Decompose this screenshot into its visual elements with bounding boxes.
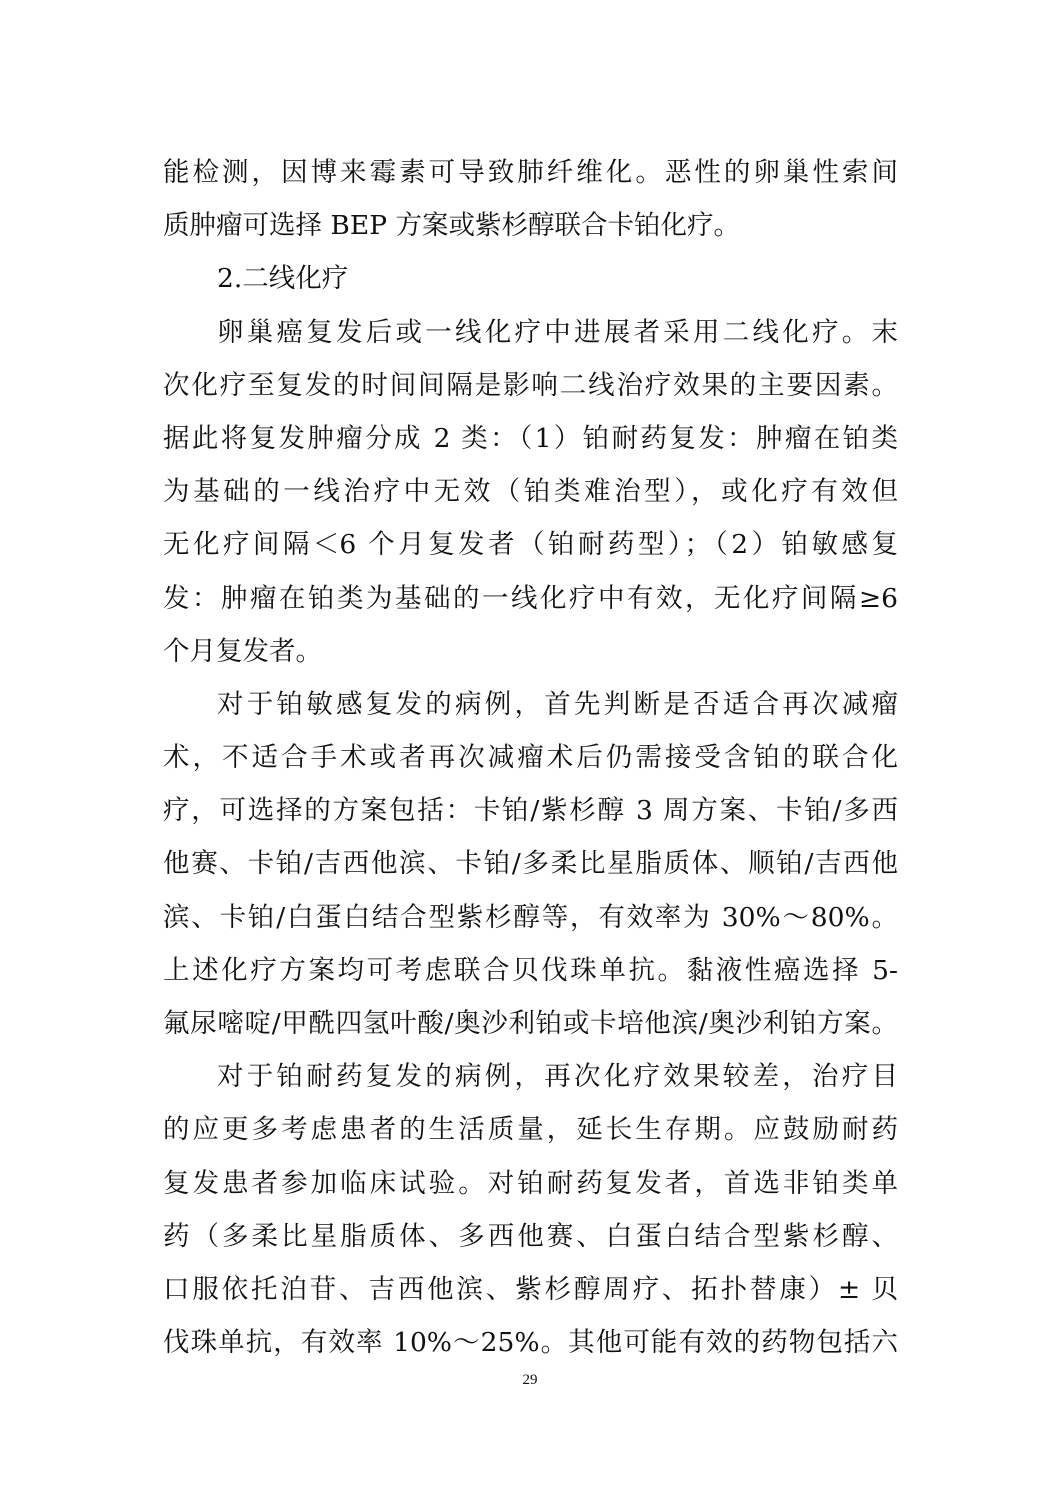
text-line: 卵巢癌复发后或一线化疗中进展者采用二线化疗。末 bbox=[217, 316, 898, 348]
text-line: 据此将复发肿瘤分成 2 类：（1）铂耐药复发：肿瘤在铂类 bbox=[163, 422, 898, 454]
text-line: 质肿瘤可选择 BEP 方案或紫杉醇联合卡铂化疗。 bbox=[163, 210, 740, 242]
text-line: 对于铂敏感复发的病例，首先判断是否适合再次减瘤 bbox=[217, 688, 898, 720]
text-line: 对于铂耐药复发的病例，再次化疗效果较差，治疗目 bbox=[217, 1061, 898, 1093]
text-line: 术，不适合手术或者再次减瘤术后仍需接受含铂的联合化 bbox=[163, 742, 898, 774]
text-line: 口服依托泊苷、吉西他滨、紫杉醇周疗、拓扑替康）± 贝 bbox=[163, 1273, 898, 1305]
text-line: 次化疗至复发的时间间隔是影响二线治疗效果的主要因素。 bbox=[163, 369, 898, 401]
text-line: 氟尿嘧啶/甲酰四氢叶酸/奥沙利铂或卡培他滨/奥沙利铂方案。 bbox=[163, 1008, 898, 1039]
text-line: 药（多柔比星脂质体、多西他赛、白蛋白结合型紫杉醇、 bbox=[163, 1220, 898, 1252]
text-line: 无化疗间隔＜6 个月复发者（铂耐药型）；（2）铂敏感复 bbox=[163, 529, 898, 561]
text-line: 复发患者参加临床试验。对铂耐药复发者，首选非铂类单 bbox=[163, 1167, 898, 1199]
text-line: 他赛、卡铂/吉西他滨、卡铂/多柔比星脂质体、顺铂/吉西他 bbox=[163, 848, 898, 880]
text-line: 为基础的一线治疗中无效（铂类难治型），或化疗有效但 bbox=[163, 476, 898, 508]
body-text bbox=[163, 146, 898, 1369]
section-heading: 2.二线化疗 bbox=[217, 263, 349, 295]
text-line: 疗，可选择的方案包括：卡铂/紫杉醇 3 周方案、卡铂/多西 bbox=[163, 795, 898, 827]
text-line: 伐珠单抗，有效率 10%～25%。其他可能有效的药物包括六 bbox=[163, 1327, 898, 1359]
text-line: 上述化疗方案均可考虑联合贝伐珠单抗。黏液性癌选择 5- bbox=[163, 954, 898, 986]
text-line: 能检测，因博来霉素可导致肺纤维化。恶性的卵巢性索间 bbox=[163, 157, 898, 188]
text-line: 发：肿瘤在铂类为基础的一线化疗中有效，无化疗间隔≥6 bbox=[163, 582, 898, 614]
text-line: 的应更多考虑患者的生活质量，延长生存期。应鼓励耐药 bbox=[163, 1114, 898, 1146]
text-line: 滨、卡铂/白蛋白结合型紫杉醇等，有效率为 30%～80%。 bbox=[163, 901, 898, 933]
page-number: 29 bbox=[522, 1372, 538, 1388]
text-line: 个月复发者。 bbox=[163, 635, 322, 667]
